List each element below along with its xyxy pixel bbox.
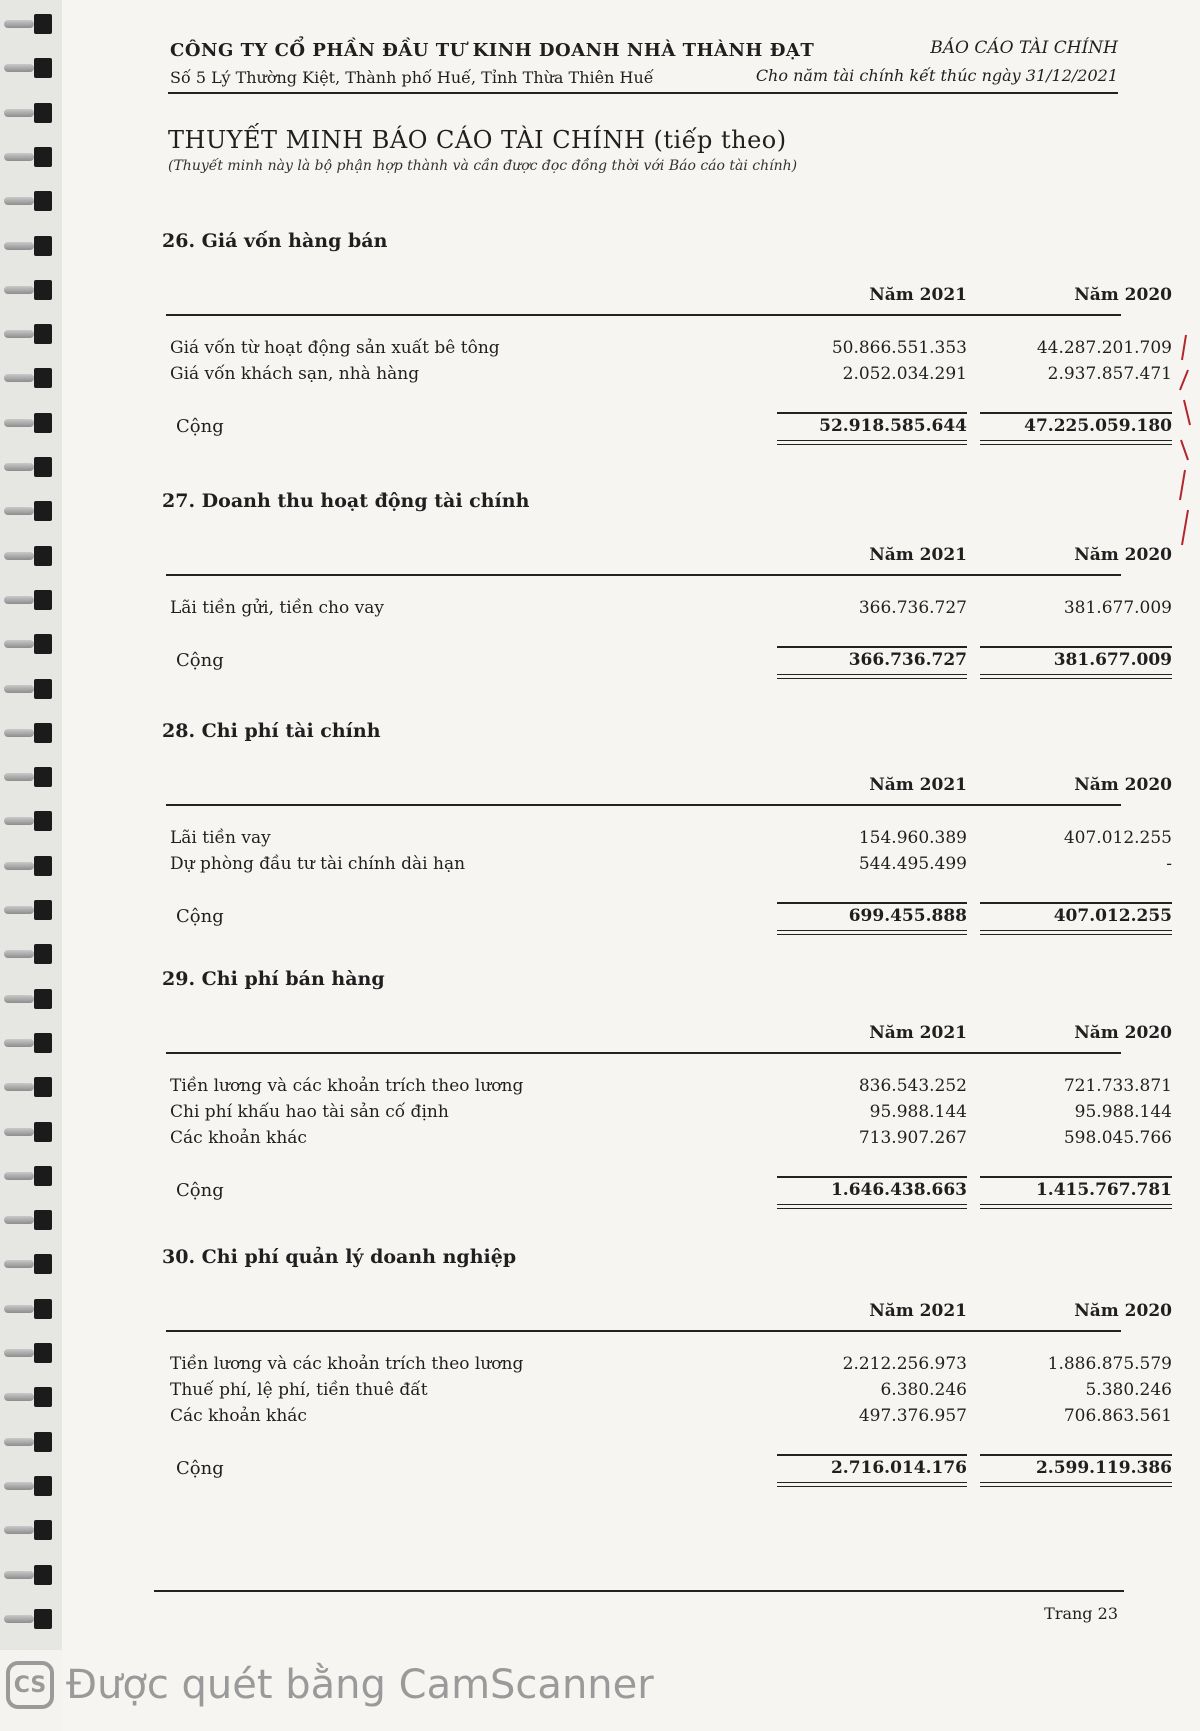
value-2020: - bbox=[1166, 854, 1172, 874]
total-label: Cộng bbox=[176, 650, 224, 671]
column-header-2021: Năm 2021 bbox=[869, 1023, 967, 1043]
binding-ring bbox=[4, 1432, 56, 1452]
company-name: CÔNG TY CỔ PHẦN ĐẦU TƯ KINH DOANH NHÀ THÀNH ĐẠT bbox=[170, 40, 815, 61]
note-section bbox=[162, 490, 1172, 730]
value-2021: 836.543.252 bbox=[858, 1076, 967, 1096]
table-row bbox=[162, 1406, 1172, 1432]
row-label: Tiền lương và các khoản trích theo lương bbox=[170, 1076, 524, 1096]
binding-ring bbox=[4, 1609, 56, 1629]
scanner-watermark-text: Được quét bằng CamScanner bbox=[66, 1662, 654, 1708]
row-label: Giá vốn khách sạn, nhà hàng bbox=[170, 364, 420, 384]
binding-ring bbox=[4, 723, 56, 743]
total-rule-top bbox=[777, 646, 967, 648]
binding-ring bbox=[4, 368, 56, 388]
total-row bbox=[162, 1458, 1172, 1484]
value-2021: 2.212.256.973 bbox=[842, 1354, 967, 1374]
total-rule-top bbox=[980, 412, 1172, 414]
row-label: Các khoản khác bbox=[170, 1406, 307, 1426]
value-2020: 598.045.766 bbox=[1063, 1128, 1172, 1148]
binding-ring bbox=[4, 634, 56, 654]
table-row bbox=[162, 1102, 1172, 1128]
total-2020: 381.677.009 bbox=[1053, 650, 1172, 670]
total-rule-top bbox=[777, 902, 967, 904]
table-row bbox=[162, 854, 1172, 880]
total-2020: 2.599.119.386 bbox=[1035, 1458, 1172, 1478]
page-subtitle: (Thuyết minh này là bộ phận hợp thành và cần được đọc đồng thời với Báo cáo tài chính) bbox=[168, 158, 798, 174]
total-rule-top bbox=[980, 646, 1172, 648]
page-number: Trang 23 bbox=[1044, 1604, 1118, 1623]
column-header-2021: Năm 2021 bbox=[869, 285, 967, 305]
total-row bbox=[162, 416, 1172, 442]
row-label: Tiền lương và các khoản trích theo lương bbox=[170, 1354, 524, 1374]
report-period: Cho năm tài chính kết thúc ngày 31/12/2021 bbox=[755, 66, 1118, 85]
value-2021: 497.376.957 bbox=[858, 1406, 967, 1426]
binding-ring bbox=[4, 457, 56, 477]
note-section bbox=[162, 230, 1172, 470]
value-2021: 95.988.144 bbox=[869, 1102, 967, 1122]
total-row bbox=[162, 1180, 1172, 1206]
value-2020: 5.380.246 bbox=[1085, 1380, 1172, 1400]
binding-ring bbox=[4, 767, 56, 787]
binding-ring bbox=[4, 989, 56, 1009]
header-rule bbox=[166, 574, 1121, 576]
section-title: 29. Chi phí bán hàng bbox=[162, 968, 385, 990]
value-2021: 6.380.246 bbox=[880, 1380, 967, 1400]
total-label: Cộng bbox=[176, 416, 224, 437]
scanner-watermark bbox=[6, 1656, 654, 1714]
row-label: Chi phí khấu hao tài sản cố định bbox=[170, 1102, 449, 1122]
total-label: Cộng bbox=[176, 1180, 224, 1201]
binding-ring bbox=[4, 1520, 56, 1540]
column-header-2021: Năm 2021 bbox=[869, 1301, 967, 1321]
binding-ring bbox=[4, 236, 56, 256]
binding-ring bbox=[4, 1254, 56, 1274]
binding-ring bbox=[4, 590, 56, 610]
total-row bbox=[162, 650, 1172, 676]
table-row bbox=[162, 1380, 1172, 1406]
note-section bbox=[162, 1246, 1172, 1486]
table-row bbox=[162, 828, 1172, 854]
table-row bbox=[162, 1354, 1172, 1380]
margin-handwriting-mark bbox=[1176, 330, 1194, 550]
binding-ring bbox=[4, 679, 56, 699]
binding-ring bbox=[4, 1387, 56, 1407]
total-label: Cộng bbox=[176, 1458, 224, 1479]
binding-ring bbox=[4, 856, 56, 876]
binding-ring bbox=[4, 546, 56, 566]
table-row bbox=[162, 1076, 1172, 1102]
column-header-2020: Năm 2020 bbox=[1074, 1023, 1172, 1043]
row-label: Lãi tiền vay bbox=[170, 828, 271, 848]
binding-ring bbox=[4, 811, 56, 831]
page-title: THUYẾT MINH BÁO CÁO TÀI CHÍNH (tiếp theo) bbox=[168, 126, 787, 154]
value-2020: 706.863.561 bbox=[1063, 1406, 1172, 1426]
column-header-2020: Năm 2020 bbox=[1074, 1301, 1172, 1321]
value-2020: 721.733.871 bbox=[1063, 1076, 1172, 1096]
row-label: Giá vốn từ hoạt động sản xuất bê tông bbox=[170, 338, 500, 358]
total-2021: 2.716.014.176 bbox=[830, 1458, 967, 1478]
table-row bbox=[162, 598, 1172, 624]
total-rule-top bbox=[980, 1454, 1172, 1456]
section-title: 27. Doanh thu hoạt động tài chính bbox=[162, 490, 530, 512]
column-header-2020: Năm 2020 bbox=[1074, 545, 1172, 565]
value-2021: 544.495.499 bbox=[858, 854, 967, 874]
camscanner-logo-icon: CS bbox=[6, 1661, 54, 1709]
binding-ring bbox=[4, 1343, 56, 1363]
value-2020: 2.937.857.471 bbox=[1047, 364, 1172, 384]
value-2020: 44.287.201.709 bbox=[1036, 338, 1172, 358]
total-row bbox=[162, 906, 1172, 932]
column-header-2020: Năm 2020 bbox=[1074, 285, 1172, 305]
binding-ring bbox=[4, 14, 56, 34]
binding-ring bbox=[4, 1122, 56, 1142]
document-page bbox=[62, 0, 1200, 1731]
total-2021: 52.918.585.644 bbox=[819, 416, 967, 436]
header-rule bbox=[166, 1052, 1121, 1054]
report-label: BÁO CÁO TÀI CHÍNH bbox=[930, 38, 1118, 58]
binding-ring bbox=[4, 501, 56, 521]
section-title: 28. Chi phí tài chính bbox=[162, 720, 381, 742]
note-section bbox=[162, 720, 1172, 960]
binding-ring bbox=[4, 1166, 56, 1186]
binding-ring bbox=[4, 1299, 56, 1319]
row-label: Thuế phí, lệ phí, tiền thuê đất bbox=[170, 1380, 428, 1400]
total-2021: 1.646.438.663 bbox=[830, 1180, 967, 1200]
header-rule bbox=[166, 314, 1121, 316]
total-2021: 366.736.727 bbox=[848, 650, 967, 670]
row-label: Dự phòng đầu tư tài chính dài hạn bbox=[170, 854, 466, 874]
value-2020: 381.677.009 bbox=[1063, 598, 1172, 618]
row-label: Lãi tiền gửi, tiền cho vay bbox=[170, 598, 384, 618]
total-2020: 1.415.767.781 bbox=[1035, 1180, 1172, 1200]
value-2020: 1.886.875.579 bbox=[1047, 1354, 1172, 1374]
binding-ring bbox=[4, 900, 56, 920]
section-title: 26. Giá vốn hàng bán bbox=[162, 230, 388, 252]
value-2020: 407.012.255 bbox=[1063, 828, 1172, 848]
binding-ring bbox=[4, 413, 56, 433]
value-2020: 95.988.144 bbox=[1074, 1102, 1172, 1122]
value-2021: 2.052.034.291 bbox=[842, 364, 967, 384]
binding-ring bbox=[4, 944, 56, 964]
total-rule-top bbox=[777, 1454, 967, 1456]
binding-ring bbox=[4, 58, 56, 78]
column-header-2020: Năm 2020 bbox=[1074, 775, 1172, 795]
binding-ring bbox=[4, 1077, 56, 1097]
binding-ring bbox=[4, 1210, 56, 1230]
total-rule-top bbox=[777, 1176, 967, 1178]
table-row bbox=[162, 364, 1172, 390]
value-2021: 50.866.551.353 bbox=[831, 338, 967, 358]
total-2021: 699.455.888 bbox=[848, 906, 967, 926]
total-2020: 47.225.059.180 bbox=[1024, 416, 1172, 436]
binding-ring bbox=[4, 103, 56, 123]
table-row bbox=[162, 338, 1172, 364]
value-2021: 154.960.389 bbox=[858, 828, 967, 848]
column-header-2021: Năm 2021 bbox=[869, 775, 967, 795]
binding-ring bbox=[4, 147, 56, 167]
binding-ring bbox=[4, 191, 56, 211]
value-2021: 366.736.727 bbox=[858, 598, 967, 618]
binding-ring bbox=[4, 1033, 56, 1053]
row-label: Các khoản khác bbox=[170, 1128, 307, 1148]
header-rule bbox=[166, 1330, 1121, 1332]
binding-ring bbox=[4, 324, 56, 344]
total-rule-top bbox=[980, 1176, 1172, 1178]
header-divider bbox=[168, 92, 1118, 94]
header-rule bbox=[166, 804, 1121, 806]
column-header-2021: Năm 2021 bbox=[869, 545, 967, 565]
binding-ring bbox=[4, 1565, 56, 1585]
footer-divider bbox=[154, 1590, 1124, 1592]
table-row bbox=[162, 1128, 1172, 1154]
section-title: 30. Chi phí quản lý doanh nghiệp bbox=[162, 1246, 517, 1268]
total-label: Cộng bbox=[176, 906, 224, 927]
total-rule-top bbox=[777, 412, 967, 414]
total-2020: 407.012.255 bbox=[1053, 906, 1172, 926]
spiral-binding bbox=[0, 0, 62, 1650]
binding-ring bbox=[4, 1476, 56, 1496]
total-rule-top bbox=[980, 902, 1172, 904]
note-section bbox=[162, 968, 1172, 1208]
value-2021: 713.907.267 bbox=[858, 1128, 967, 1148]
company-address: Số 5 Lý Thường Kiệt, Thành phố Huế, Tỉnh Thừa Thiên Huế bbox=[170, 68, 654, 87]
binding-ring bbox=[4, 280, 56, 300]
